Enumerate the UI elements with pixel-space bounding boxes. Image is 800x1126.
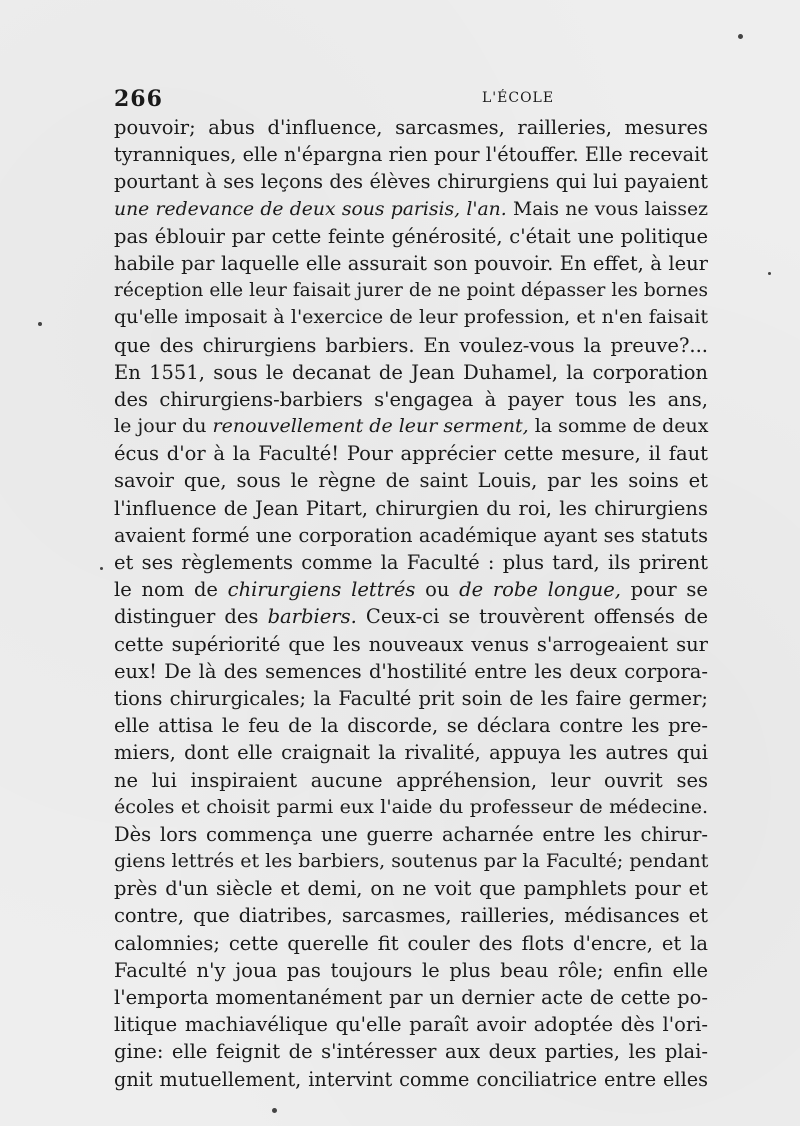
- text-segment: l'influence de Jean Pitart, chirurgien du roi, les chirurgiens: [114, 496, 708, 520]
- text-line: [114, 168, 708, 195]
- text-line: [114, 984, 708, 1011]
- text-segment: avaient formé une corporation académique ayant ses statuts: [114, 523, 708, 547]
- text-line: [114, 576, 708, 603]
- text-segment: ne lui inspiraient aucune appréhension, leur ouvrit ses: [114, 768, 708, 792]
- text-line: [114, 277, 708, 304]
- text-line: [114, 495, 708, 522]
- text-line: [114, 794, 708, 821]
- text-segment: elle attisa le feu de la discorde, se déclara contre les pre-: [114, 714, 708, 738]
- text-segment: tions chirurgicales; la Faculté prit soin de les faire germer;: [114, 686, 708, 710]
- text-line: [114, 196, 708, 223]
- text-segment: Faculté n'y joua pas toujours le plus beau rôle; enfin elle: [114, 958, 708, 982]
- text-segment: En 1551, sous le decanat de Jean Duhamel, la corporation: [114, 360, 708, 384]
- paper-speck: [272, 1108, 277, 1113]
- text-line: [114, 413, 708, 440]
- text-segment: savoir que, sous le règne de saint Louis, par les soins et: [114, 469, 708, 493]
- paper-speck: [738, 34, 743, 39]
- text-segment: l'emporta momentanément par un dernier acte de cette po-: [114, 986, 708, 1009]
- text-line: [114, 631, 708, 658]
- text-segment: pourtant à ses leçons des élèves chirurgiens qui lui payaient: [114, 170, 708, 194]
- text-line: [114, 332, 708, 359]
- text-segment: qu'elle imposait à l'exercice de leur profession, et n'en faisait: [114, 306, 708, 329]
- italic-text: barbiers.: [267, 605, 357, 629]
- text-segment: gnit mutuellement, intervint comme conciliatrice entre elles: [114, 1067, 708, 1091]
- text-line: [114, 1011, 708, 1038]
- text-segment: près d'un siècle et demi, on ne voit que pamphlets pour et: [114, 877, 708, 901]
- text-segment: la somme de deux: [528, 415, 709, 438]
- text-segment: et ses règlements comme la Faculté : plus tard, ils prirent: [114, 551, 708, 574]
- italic-text: une redevance de deux sous parisis, l'an.: [114, 198, 507, 220]
- text-line: [114, 658, 708, 685]
- text-segment: tyranniques, elle n'épargna rien pour l'étouffer. Elle recevait: [114, 143, 708, 167]
- text-segment: le jour du: [114, 415, 213, 438]
- text-segment: giens lettrés et les barbiers, soutenus par la Faculté; pendant: [114, 850, 709, 873]
- text-segment: écoles et choisit parmi eux l'aide du professeur de médecine.: [114, 795, 708, 818]
- text-segment: ou: [415, 578, 460, 602]
- text-line: [114, 739, 708, 766]
- text-segment: Mais ne vous laissez: [506, 198, 708, 220]
- text-line: [114, 549, 708, 576]
- text-line: [114, 250, 708, 277]
- text-segment: écus d'or à la Faculté! Pour apprécier cette mesure, il faut: [114, 442, 708, 466]
- italic-text: renouvellement de leur serment,: [212, 415, 529, 438]
- text-segment: cette supériorité que les nouveaux venus s'arrogeaient sur: [114, 632, 708, 656]
- paper-speck: [100, 567, 103, 570]
- text-segment: pour se: [620, 578, 708, 602]
- text-segment: eux! De là des semences d'hostilité entre les deux corpora-: [114, 659, 708, 683]
- text-segment: pas éblouir par cette feinte générosité, c'était une politique: [114, 224, 708, 248]
- text-segment: calomnies; cette querelle fit couler des flots d'encre, et la: [114, 931, 708, 955]
- text-line: [114, 767, 708, 794]
- text-line: [114, 712, 708, 739]
- text-line: [114, 141, 708, 168]
- text-segment: le nom de: [114, 578, 228, 602]
- text-line: [114, 304, 708, 331]
- text-line: [114, 875, 708, 902]
- text-segment: contre, que diatribes, sarcasmes, railleries, médisances et: [114, 904, 708, 928]
- text-segment: réception elle leur faisait jurer de ne point dépasser les bornes: [114, 280, 708, 302]
- text-line: [114, 114, 708, 141]
- text-segment: pouvoir; abus d'influence, sarcasmes, railleries, mesures: [114, 116, 708, 139]
- text-line: [114, 603, 708, 630]
- text-line: [114, 386, 708, 413]
- text-segment: que des chirurgiens barbiers. En voulez-vous la preuve?...: [114, 333, 708, 357]
- text-line: [114, 223, 708, 250]
- running-title: L'ÉCOLE: [482, 90, 555, 106]
- text-line: [114, 821, 708, 848]
- text-line: [114, 685, 708, 712]
- text-line: [114, 902, 708, 929]
- text-line: [114, 930, 708, 957]
- paper-speck: [38, 322, 42, 326]
- text-segment: Dès lors commença une guerre acharnée entre les chirur-: [114, 822, 708, 846]
- text-segment: gine: elle feignit de s'intéresser aux deux parties, les plai-: [114, 1040, 708, 1064]
- page-number: 266: [114, 86, 163, 112]
- text-line: [114, 1038, 708, 1065]
- paper-speck: [768, 272, 771, 275]
- page-header: [114, 86, 708, 114]
- text-line: [114, 957, 708, 984]
- text-segment: litique machiavélique qu'elle paraît avoir adoptée dès l'ori-: [114, 1013, 708, 1037]
- text-line: [114, 1066, 708, 1093]
- text-line: [114, 440, 708, 467]
- text-segment: miers, dont elle craignait la rivalité, appuya les autres qui: [114, 741, 708, 765]
- italic-text: chirurgiens lettrés: [227, 578, 416, 602]
- text-line: [114, 359, 708, 386]
- body-text: [114, 114, 708, 1093]
- text-line: [114, 848, 708, 875]
- italic-text: de robe longue,: [459, 578, 621, 602]
- text-segment: Ceux-ci se trouvèrent offensés de: [356, 605, 708, 629]
- text-line: [114, 522, 708, 549]
- text-segment: distinguer des: [114, 605, 268, 629]
- text-line: [114, 467, 708, 494]
- text-segment: habile par laquelle elle assurait son pouvoir. En effet, à leur: [114, 251, 708, 275]
- text-segment: des chirurgiens-barbiers s'engagea à payer tous les ans,: [114, 387, 708, 411]
